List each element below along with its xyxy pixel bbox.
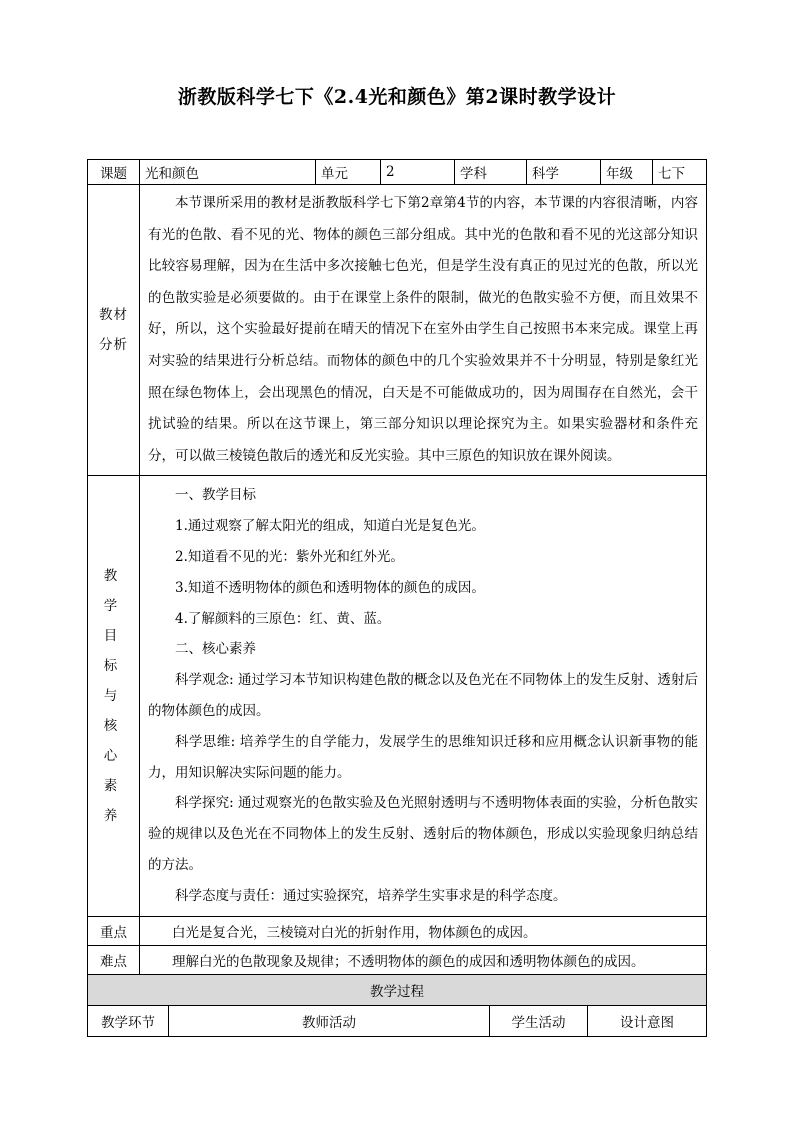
key-point-row [88,916,707,945]
objective-item: 4.了解颜料的三原色：红、黄、蓝。 [175,610,391,627]
literacy-heading: 二、核心素养 [175,641,256,658]
process-header-row [88,974,707,1005]
objectives-content [140,476,707,916]
process-label: 教学过程 [88,974,707,1005]
objectives-row [88,476,707,916]
subject-label: 学科 [455,160,527,185]
column-header: 教学环节 [88,1006,169,1037]
process-columns-row [88,1006,707,1037]
difficulty-label: 难点 [88,945,140,974]
process-columns-table [87,1006,707,1037]
subject-value: 科学 [527,160,601,185]
objectives-label: 教学目标与核心素养 [88,476,140,916]
literacy-item: 科学思维: 培养学生的自学能力，发展学生的思维知识迁移和应用概念认识新事物的能力，用知识解决实际问题的能力。 [148,733,698,781]
analysis-label: 教材分析 [88,185,140,476]
column-header: 学生活动 [490,1006,588,1037]
literacy-item: 科学观念: 通过学习本节知识构建色散的概念以及色光在不同物体上的发生反射、透射后的物体颜色的成因。 [148,672,698,719]
column-header: 教师活动 [169,1006,490,1037]
column-header: 设计意图 [588,1006,707,1037]
grade-value: 七下 [653,160,707,185]
objectives-heading: 一、教学目标 [175,487,256,504]
grade-label: 年级 [601,160,653,185]
objective-item: 1.通过观察了解太阳光的组成，知道白光是复色光。 [175,518,485,535]
difficulty-row [88,945,707,974]
literacy-item: 科学态度与责任：通过实验探究，培养学生实事求是的科学态度。 [175,887,567,904]
analysis-text: 本节课所采用的教材是浙教版科学七下第2章第4节的内容，本节课的内容很清晰，内容有光的色散、看不见的光、物体的颜色三部分组成。其中光的色散和看不见的光这部分知识比较容易理解，因为在生活中多次接触七色光，但是学生没有真正的见过光的色散，所以光的色散实验是必须要做的。由于在课堂上条件的限制，做光的色散实验不方便，而且效果不好，所以，这个实验最好提前在晴天的情况下在室外由学生自己按照书本来完成。课堂上再对实验的结果进行分析总结。而物体的颜色中的几个实验效果并不十分明显，特别是象红光照在绿色物体上，会出现黑色的情况，白天是不可能做成功的，因为周围存在自然光，会干扰试验的结果。所以在这节课上，第三部分知识以理论探究为主。如果实验器材和条件充分，可以做三棱镜色散后的透光和反光实验。其中三原色的知识放在课外阅读。 [140,185,707,476]
key-point-text: 白光是复合光，三棱镜对白光的折射作用，物体颜色的成因。 [140,916,707,945]
difficulty-text: 理解白光的色散现象及规律；不透明物体的颜色的成因和透明物体颜色的成因。 [140,945,707,974]
topic-value: 光和颜色 [140,160,316,185]
topic-label: 课题 [88,160,140,185]
objective-item: 2.知道看不见的光：紫外光和红外光。 [175,548,404,565]
lesson-plan-table [87,159,707,1006]
unit-value: 2 [381,160,455,185]
unit-label: 单元 [316,160,381,185]
analysis-row [88,185,707,476]
header-row [88,160,707,185]
lesson-plan-table-wrapper [87,159,706,1037]
document-title: 浙教版科学七下《2.4光和颜色》第2课时教学设计 [177,86,617,108]
literacy-item: 科学探究: 通过观察光的色散实验及色光照射透明与不透明物体表面的实验，分析色散实验的规律以及色光在不同物体上的发生反射、透射后的物体颜色，形成以实验现象归纳总结的方法。 [148,795,698,873]
key-point-label: 重点 [88,916,140,945]
objective-item: 3.知道不透明物体的颜色和透明物体的颜色的成因。 [175,579,485,596]
